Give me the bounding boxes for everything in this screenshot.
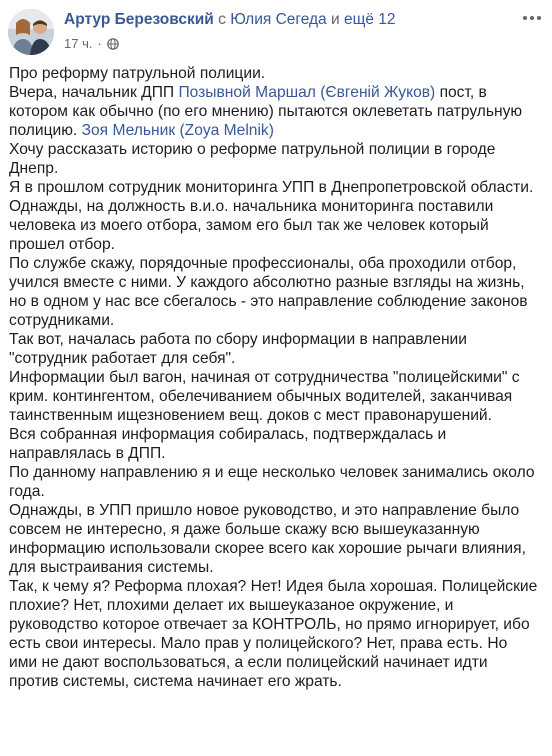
meta-separator: · <box>97 36 102 51</box>
post-line: совсем не интересно, я даже больше скажу всю вышеуказанную <box>9 521 480 538</box>
post-line: года. <box>9 483 45 500</box>
post-line: плохие? Нет, плохими делает их вышеуказаное окружение, и <box>9 597 454 614</box>
post-line: прошел отбор. <box>9 236 115 253</box>
author-avatar[interactable] <box>8 9 54 55</box>
post-line: против системы, система начинает его жрать. <box>9 673 342 690</box>
post-line: Хочу рассказать историю о реформе патрульной полиции в городе <box>9 141 496 158</box>
post-line: руководство которое отвечает за КОНТРОЛЬ, но прямо игнорирует, ибо <box>9 616 530 633</box>
tagged-person-link[interactable]: Юлия Сегеда <box>230 11 327 28</box>
post-line: информацию использовали скорее всего как хорошие рычаги влияния, <box>9 540 526 557</box>
post-line: есть свои интересы. Мало прав у полицейского? Нет, права есть. Но <box>9 635 508 652</box>
post-line: Про реформу патрульной полиции. <box>9 65 266 82</box>
with-text: с <box>218 11 226 28</box>
post-line: Днепр. <box>9 160 59 177</box>
post-header <box>8 9 544 53</box>
post-line: Вся собранная информация собиралась, подтверждалась и <box>9 426 447 443</box>
post-line: учился вместе с ними. У каждого абсолютно разные взгляды на жизнь, <box>9 274 525 291</box>
post-line: ими не дают воспользоваться, а если полицейский начинает идти <box>9 654 488 671</box>
post-line: Информации был вагон, начиная от сотрудничества "полицейскими" с <box>9 369 520 386</box>
post-line: "сотрудник работает для себя". <box>9 350 236 367</box>
post-line: человека из моего отбора, замом его был так же человек который <box>9 217 489 234</box>
post-timestamp[interactable]: 17 ч. <box>64 36 93 51</box>
more-options-icon[interactable] <box>520 9 544 27</box>
post-line: направлялась в ДПП. <box>9 445 166 462</box>
post-line: Так, к чему я? Реформа плохая? Нет! Идея была хорошая. Полицейские <box>9 578 538 595</box>
post-line: Я в прошлом сотрудник мониторинга УПП в Днепропетровской области. <box>9 179 534 196</box>
post-line: таинственным ищезновением вещ. доков с мест правонарушений. <box>9 407 492 424</box>
globe-icon <box>107 38 119 50</box>
tagged-others-link[interactable]: ещё 12 <box>343 11 396 28</box>
post-line: По данному направлению я и еще несколько человек занимались около <box>9 464 535 481</box>
post-body <box>9 64 547 691</box>
and-text: и <box>330 11 340 28</box>
post-meta <box>64 36 119 51</box>
post-line: крим. контингентом, обелечиванием обычных водителей, заканчивая <box>9 388 513 405</box>
post-line: но в одном у нас все сбегалось - это направление соблюдение законов <box>9 293 528 310</box>
post-line: сотрудниками. <box>9 312 115 329</box>
post-line: полицию. Зоя Мельник (Zoya Melnik) <box>9 122 274 139</box>
mention-link[interactable]: Позывной Маршал (Євгеній Жуков) <box>178 84 436 101</box>
post-line: Однажды, на должность в.и.о. начальника мониторинга поставили <box>9 198 494 215</box>
mention-link[interactable]: Зоя Мельник (Zoya Melnik) <box>81 122 274 139</box>
post-line: котором как обычно (по его мнению) пытаются оклеветать патрульную <box>9 103 523 120</box>
post-line: Вчера, начальник ДПП Позывной Маршал (Євгеній Жуков) пост, в <box>9 84 487 101</box>
post-line: Так вот, началась работа по сбору информации в направлении <box>9 331 467 348</box>
post-title-line <box>64 11 396 29</box>
post-line: для выстраивания системы. <box>9 559 214 576</box>
post-line: По службе скажу, порядочные профессионалы, оба проходили отбор, <box>9 255 517 272</box>
post-line: Однажды, в УПП пришло новое руководство, и это направление было <box>9 502 520 519</box>
author-name[interactable]: Артур Березовский <box>64 11 214 28</box>
